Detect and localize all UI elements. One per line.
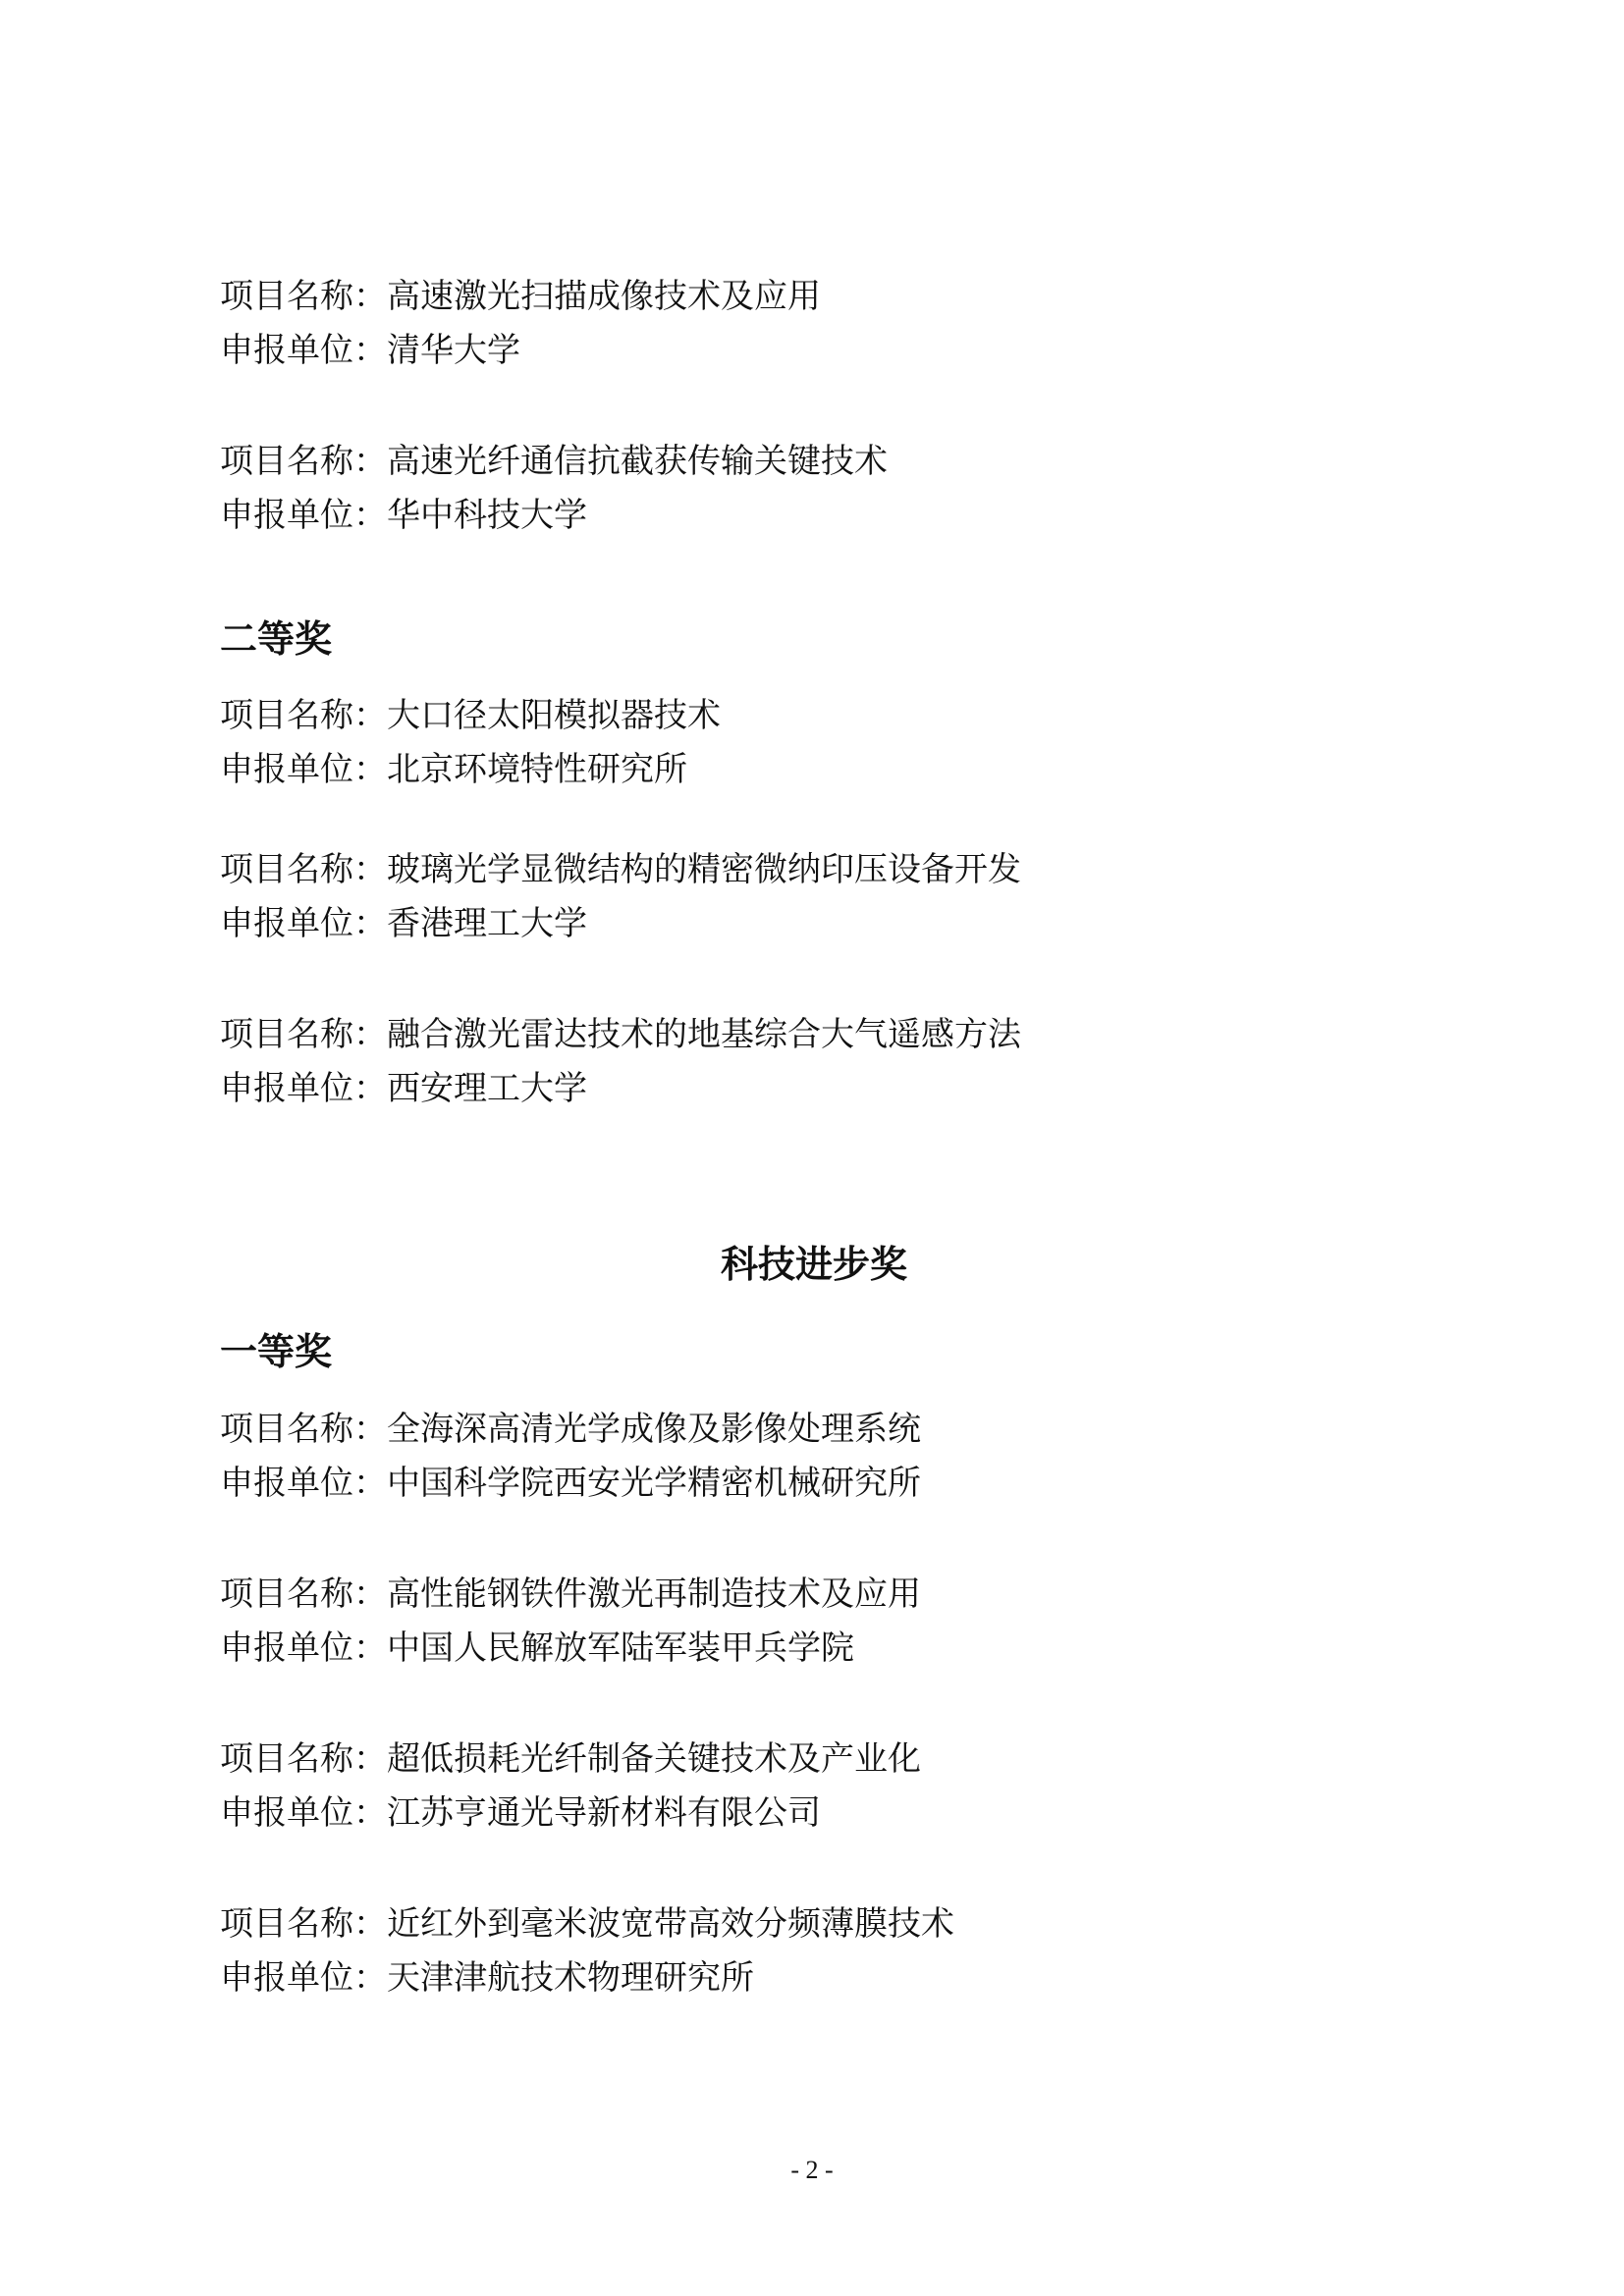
project-label: 项目名称： xyxy=(220,850,387,889)
progress-award-title: 科技进步奖 xyxy=(720,1243,907,1286)
unit-label: 申报单位： xyxy=(220,904,387,943)
unit-label: 申报单位： xyxy=(220,331,387,370)
second-prize-heading: 二等奖 xyxy=(220,617,333,661)
project-name: 高性能钢铁件激光再制造技术及应用 xyxy=(387,1575,921,1614)
unit-label: 申报单位： xyxy=(220,1069,387,1108)
project-label: 项目名称： xyxy=(220,1904,387,1944)
project-name-line xyxy=(220,1901,954,1947)
unit-name: 西安理工大学 xyxy=(387,1069,587,1108)
project-label: 项目名称： xyxy=(220,696,387,735)
project-label: 项目名称： xyxy=(220,1015,387,1054)
unit-line xyxy=(220,1461,921,1506)
unit-name: 香港理工大学 xyxy=(387,904,587,943)
project-name: 全海深高清光学成像及影像处理系统 xyxy=(387,1410,921,1449)
project-name: 融合激光雷达技术的地基综合大气遥感方法 xyxy=(387,1015,1021,1054)
unit-label: 申报单位： xyxy=(220,1629,387,1668)
project-name: 高速光纤通信抗截获传输关键技术 xyxy=(387,442,888,481)
unit-line xyxy=(220,747,687,792)
project-name: 超低损耗光纤制备关键技术及产业化 xyxy=(387,1739,921,1779)
unit-label: 申报单位： xyxy=(220,1958,387,1998)
project-name-line xyxy=(220,693,721,738)
unit-line xyxy=(220,328,520,373)
unit-label: 申报单位： xyxy=(220,496,387,535)
unit-name: 江苏亨通光导新材料有限公司 xyxy=(387,1793,821,1833)
unit-line xyxy=(220,493,587,538)
project-name-line xyxy=(220,1407,921,1452)
unit-label: 申报单位： xyxy=(220,1793,387,1833)
project-name-line xyxy=(220,1572,921,1617)
unit-name: 北京环境特性研究所 xyxy=(387,750,687,789)
project-name-line xyxy=(220,847,1021,892)
page-number: - 2 - xyxy=(790,2156,834,2184)
first-prize-heading: 一等奖 xyxy=(220,1330,333,1373)
project-label: 项目名称： xyxy=(220,1410,387,1449)
project-label: 项目名称： xyxy=(220,1575,387,1614)
project-name: 高速激光扫描成像技术及应用 xyxy=(387,277,821,316)
unit-name: 中国人民解放军陆军装甲兵学院 xyxy=(387,1629,854,1668)
unit-name: 华中科技大学 xyxy=(387,496,587,535)
project-label: 项目名称： xyxy=(220,442,387,481)
unit-name: 中国科学院西安光学精密机械研究所 xyxy=(387,1464,921,1503)
unit-label: 申报单位： xyxy=(220,1464,387,1503)
project-name: 玻璃光学显微结构的精密微纳印压设备开发 xyxy=(387,850,1021,889)
unit-line xyxy=(220,1066,587,1111)
project-label: 项目名称： xyxy=(220,277,387,316)
unit-line xyxy=(220,1626,854,1671)
unit-label: 申报单位： xyxy=(220,750,387,789)
project-name: 大口径太阳模拟器技术 xyxy=(387,696,721,735)
unit-line xyxy=(220,1955,754,2001)
project-name-line xyxy=(220,1736,921,1782)
project-name-line xyxy=(220,274,821,319)
project-label: 项目名称： xyxy=(220,1739,387,1779)
unit-name: 清华大学 xyxy=(387,331,520,370)
unit-name: 天津津航技术物理研究所 xyxy=(387,1958,754,1998)
unit-line xyxy=(220,1790,821,1836)
project-name: 近红外到毫米波宽带高效分频薄膜技术 xyxy=(387,1904,954,1944)
unit-line xyxy=(220,901,587,946)
project-name-line xyxy=(220,1012,1021,1057)
project-name-line xyxy=(220,439,888,484)
